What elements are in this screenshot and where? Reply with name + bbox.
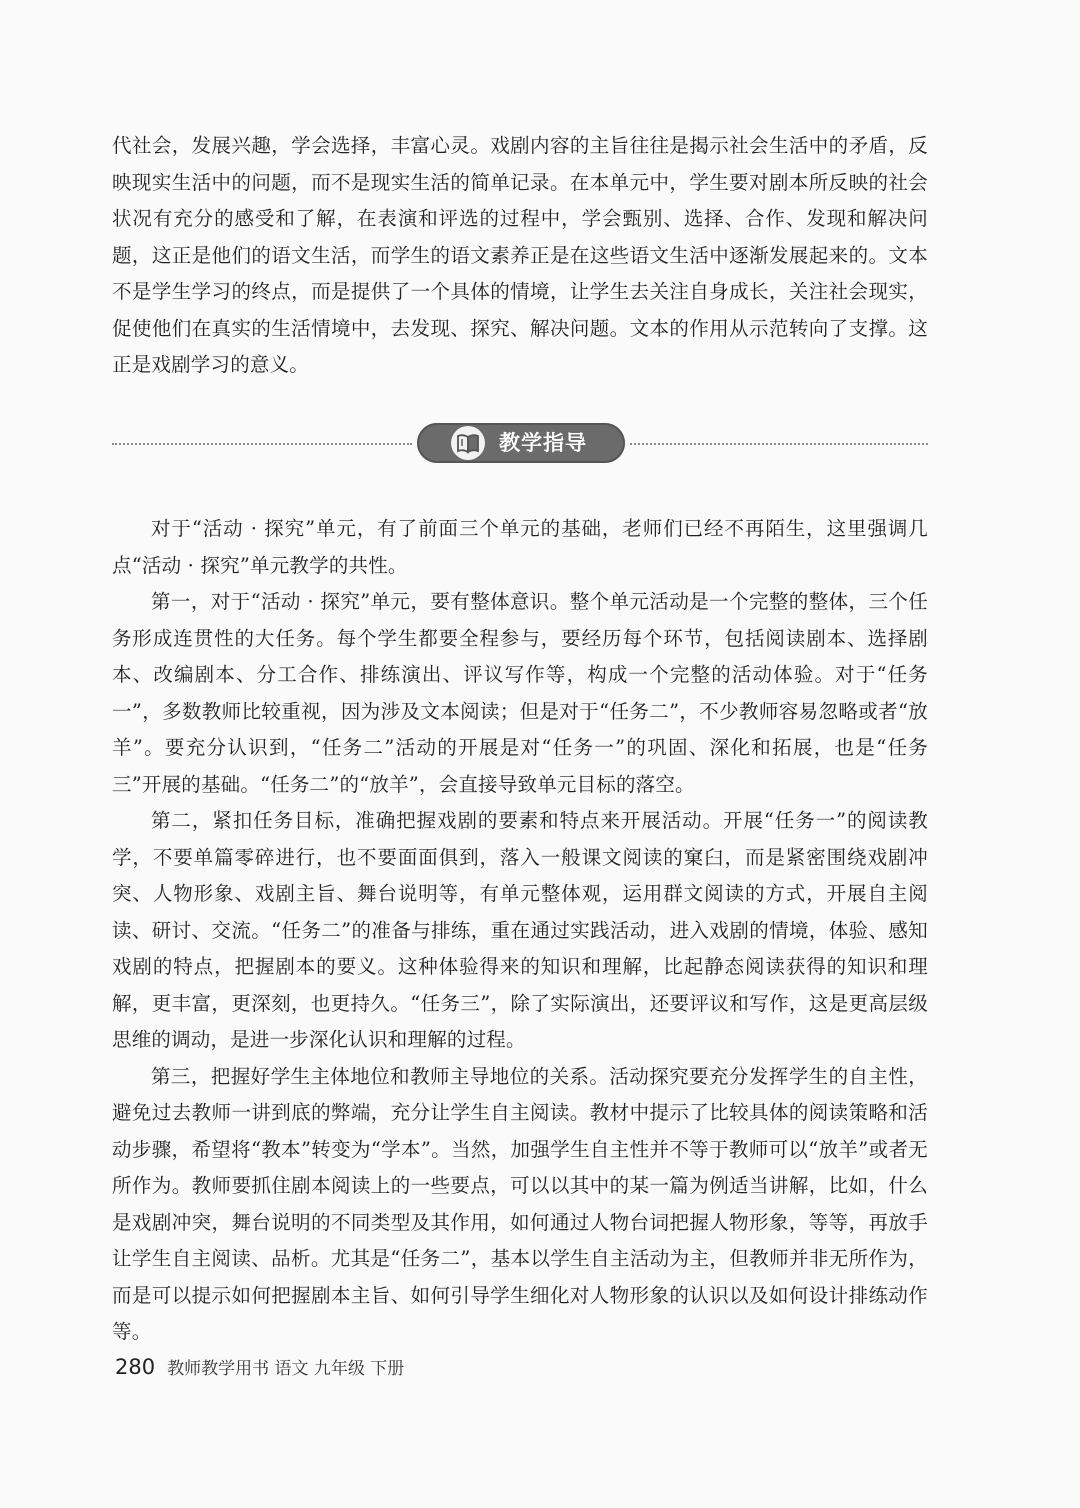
dotted-divider-right (630, 443, 928, 445)
guidance-paragraph: 第一，对于“活动 · 探究”单元，要有整体意识。整个单元活动是一个完整的整体，三个任务形成连贯性的大任务。每个学生都要全程参与，要经历每个环节，包括阅读剧本、选择剧本、改编剧本、分工合作、排练演出、评议写作等，构成一个完整的活动体验。对于“任务一”，多数教师比较重视，因为涉及文本阅读；但是对于“任务二”，不少教师容易忽略或者“放羊”。要充分认识到，“任务二”活动的开展是对“任务一”的巩固、深化和拓展，也是“任务三”开展的基础。“任务二”的“放羊”，会直接导致单元目标的落空。 (112, 590, 928, 796)
page-number: 280 (115, 1355, 156, 1379)
intro-section (112, 128, 928, 384)
book-icon (451, 426, 485, 460)
guidance-section (112, 511, 928, 1351)
guidance-paragraph: 第三，把握好学生主体地位和教师主导地位的关系。活动探究要充分发挥学生的自主性，避免过去教师一讲到底的弊端，充分让学生自主阅读。教材中提示了比较具体的阅读策略和活动步骤，希望将“教本”转变为“学本”。当然，加强学生自主性并不等于教师可以“放羊”或者无所作为。教师要抓住剧本阅读上的一些要点，可以以其中的某一篇为例适当讲解，比如，什么是戏剧冲突，舞台说明的不同类型及其作用，如何通过人物台词把握人物形象，等等，再放手让学生自主阅读、品析。尤其是“任务二”，基本以学生自主活动为主，但教师并非无所作为，而是可以提示如何把握剧本主旨、如何引导学生细化对人物形象的认识以及如何设计排练动作等。 (112, 1064, 928, 1343)
guidance-paragraph: 第二，紧扣任务目标，准确把握戏剧的要素和特点来开展活动。开展“任务一”的阅读教学，不要单篇零碎进行，也不要面面俱到，落入一般课文阅读的窠臼，而是紧密围绕戏剧冲突、人物形象、戏剧主旨、舞台说明等，有单元整体观，运用群文阅读的方式，开展自主阅读、研讨、交流。“任务二”的准备与排练，重在通过实践活动，进入戏剧的情境，体验、感知戏剧的特点，把握剧本的要义。这种体验得来的知识和理解，比起静态阅读获得的知识和理解，更丰富，更深刻，也更持久。“任务三”，除了实际演出，还要评议和写作，这是更高层级思维的调动，是进一步深化认识和理解的过程。 (112, 809, 928, 1051)
section-title: 教学指导 (499, 431, 587, 455)
section-header (112, 423, 928, 465)
section-title-badge (417, 423, 625, 463)
dotted-divider-left (112, 443, 412, 445)
guidance-paragraph: 对于“活动 · 探究”单元，有了前面三个单元的基础，老师们已经不再陌生，这里强调几点“活动 · 探究”单元教学的共性。 (112, 517, 928, 577)
book-title: 教师教学用书 语文 九年级 下册 (167, 1359, 405, 1379)
page-footer (115, 1354, 404, 1384)
intro-paragraph: 代社会，发展兴趣，学会选择，丰富心灵。戏剧内容的主旨往往是揭示社会生活中的矛盾，反映现实生活中的问题，而不是现实生活的简单记录。在本单元中，学生要对剧本所反映的社会状况有充分的感受和了解，在表演和评选的过程中，学会甄别、选择、合作、发现和解决问题，这正是他们的语文生活，而学生的语文素养正是在这些语文生活中逐渐发展起来的。文本不是学生学习的终点，而是提供了一个具体的情境，让学生去关注自身成长，关注社会现实，促使他们在真实的生活情境中，去发现、探究、解决问题。文本的作用从示范转向了支撑。这正是戏剧学习的意义。 (112, 134, 928, 376)
